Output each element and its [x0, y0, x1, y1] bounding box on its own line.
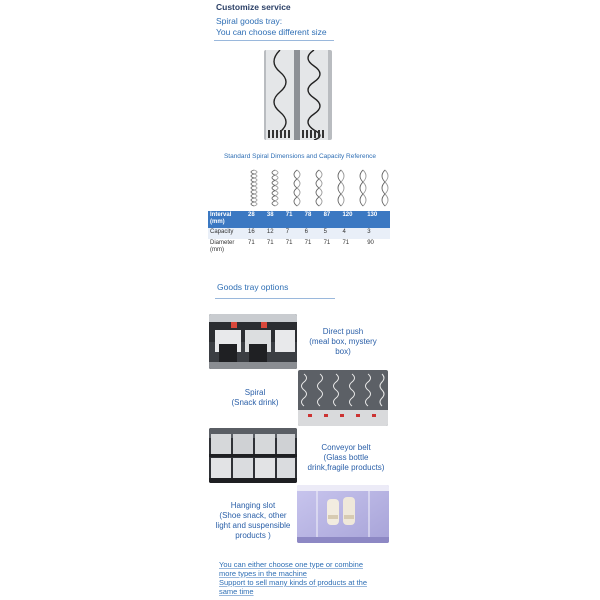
table-header-cell: 28: [246, 211, 265, 228]
table-cell: 16: [246, 228, 265, 239]
table-cell: 71: [265, 239, 284, 256]
hanging-slot-photo: [297, 485, 389, 543]
subtitle-underline: [214, 40, 334, 41]
table-row: [208, 228, 390, 239]
footer-line: You can either choose one type or combine: [219, 560, 363, 569]
spring-icon: [353, 168, 374, 208]
options-underline: [215, 298, 335, 299]
subtitle-line-1: Spiral goods tray:: [216, 16, 283, 26]
table-cell: 90: [365, 239, 390, 256]
caption-line: Spiral: [244, 388, 266, 397]
table-cell: 71: [284, 239, 303, 256]
spiral-tray-photo: [264, 50, 332, 140]
caption-line: (Glass bottle: [323, 453, 369, 462]
spring-icon: [244, 168, 265, 208]
direct-push-caption: [302, 327, 384, 357]
spring-icon: [309, 168, 330, 208]
spring-icon: [287, 168, 308, 208]
table-cell: 7: [284, 228, 303, 239]
table-header-cell: 38: [265, 211, 284, 228]
table-cell: 71: [322, 239, 341, 256]
table-cell: 12: [265, 228, 284, 239]
row-label: Capacity: [208, 228, 246, 239]
page-title: Customize service: [216, 2, 291, 12]
subtitle-line-2: You can choose different size: [216, 27, 327, 37]
table-cell: 4: [340, 228, 365, 239]
spiral-tray-subtitle: [216, 16, 327, 38]
table-header-cell: 71: [284, 211, 303, 228]
table-header-cell: 78: [303, 211, 322, 228]
table-cell: 3: [365, 228, 390, 239]
spiral-caption: [214, 388, 296, 408]
caption-line: light and suspensible: [215, 521, 291, 530]
footer-line: more types in the machine: [219, 569, 307, 578]
caption-line: products ): [235, 531, 271, 540]
table-cell: 71: [303, 239, 322, 256]
spring-icon: [331, 168, 352, 208]
conveyor-belt-caption: [300, 443, 392, 473]
table-header-cell: 87: [322, 211, 341, 228]
table-cell: 71: [246, 239, 265, 256]
footer-line: same time: [219, 587, 254, 596]
table-cell: 71: [340, 239, 365, 256]
caption-line: Conveyor belt: [321, 443, 371, 452]
footer-line: Support to sell many kinds of products at the: [219, 578, 367, 587]
table-header-cell: 130: [365, 211, 390, 228]
caption-line: Hanging slot: [230, 501, 276, 510]
table-cell: 5: [322, 228, 341, 239]
conveyor-belt-photo: [209, 428, 297, 483]
hanging-slot-caption: [210, 501, 296, 541]
footer-note: [219, 560, 367, 596]
table-header-cell: Interval (mm): [208, 211, 246, 228]
caption-line: (meal box, mystery: [309, 337, 377, 346]
reference-title: Standard Spiral Dimensions and Capacity Reference: [223, 153, 377, 160]
caption-line: (Snack drink): [231, 398, 279, 407]
caption-line: Direct push: [322, 327, 364, 336]
table-header-row: [208, 211, 390, 228]
caption-line: box): [335, 347, 351, 356]
row-label: Diameter (mm): [208, 239, 246, 256]
spiral-spec-table: [208, 211, 390, 256]
table-row: [208, 239, 390, 256]
direct-push-photo: [209, 314, 297, 369]
spiral-photo: [298, 370, 388, 426]
goods-tray-options-title: Goods tray options: [217, 282, 289, 292]
caption-line: (Shoe snack, other: [219, 511, 287, 520]
spring-icon: [375, 168, 396, 208]
table-header-cell: 120: [340, 211, 365, 228]
table-cell: 6: [303, 228, 322, 239]
spring-icon: [265, 168, 286, 208]
caption-line: drink,fragile products): [307, 463, 385, 472]
